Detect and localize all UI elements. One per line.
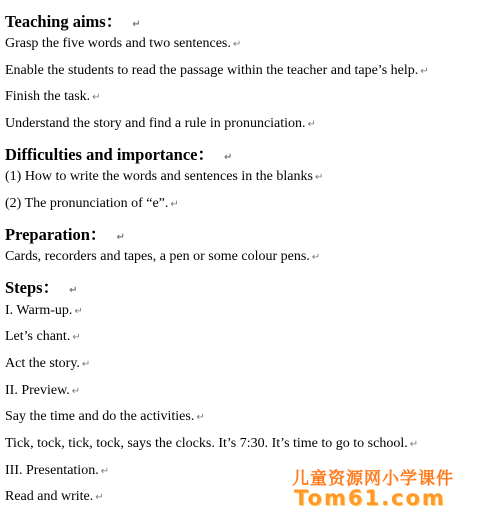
aims-line-3: Finish the task. ↵: [5, 89, 101, 104]
steps-line-4: II. Preview. ↵: [5, 383, 81, 398]
difficulties-line-2: (2) The pronunciation of “e”. ↵: [5, 196, 179, 211]
steps-line-8: Read and write. ↵: [5, 489, 104, 504]
aims-line-4: Understand the story and find a rule in pronunciation. ↵: [5, 116, 316, 131]
steps-line-3: Act the story. ↵: [5, 356, 91, 371]
heading-difficulties: Difficulties and importance： ↵: [5, 145, 233, 164]
watermark-site-text: Tom61.com: [294, 486, 446, 510]
heading-steps: Steps： ↵: [5, 278, 78, 297]
aims-line-1: Grasp the five words and two sentences. ↵: [5, 36, 242, 51]
site-watermark-logo: [292, 462, 492, 514]
difficulties-line-1: (1) How to write the words and sentences in the blanks ↵: [5, 169, 324, 184]
steps-line-7: III. Presentation. ↵: [5, 463, 110, 478]
steps-line-1: I. Warm-up. ↵: [5, 303, 83, 318]
heading-preparation: Preparation： ↵: [5, 225, 125, 244]
steps-line-5: Say the time and do the activities. ↵: [5, 409, 205, 424]
watermark-chinese-text: 儿童资源网小学课件: [292, 469, 454, 489]
steps-line-6: Tick, tock, tick, tock, says the clocks. It’s 7:30. It’s time to go to school. ↵: [5, 436, 419, 451]
aims-line-2: Enable the students to read the passage within the teacher and tape’s help. ↵: [5, 63, 429, 78]
preparation-line-1: Cards, recorders and tapes, a pen or some colour pens. ↵: [5, 249, 321, 264]
steps-line-2: Let’s chant. ↵: [5, 329, 81, 344]
heading-teaching-aims: Teaching aims： ↵: [5, 12, 141, 31]
